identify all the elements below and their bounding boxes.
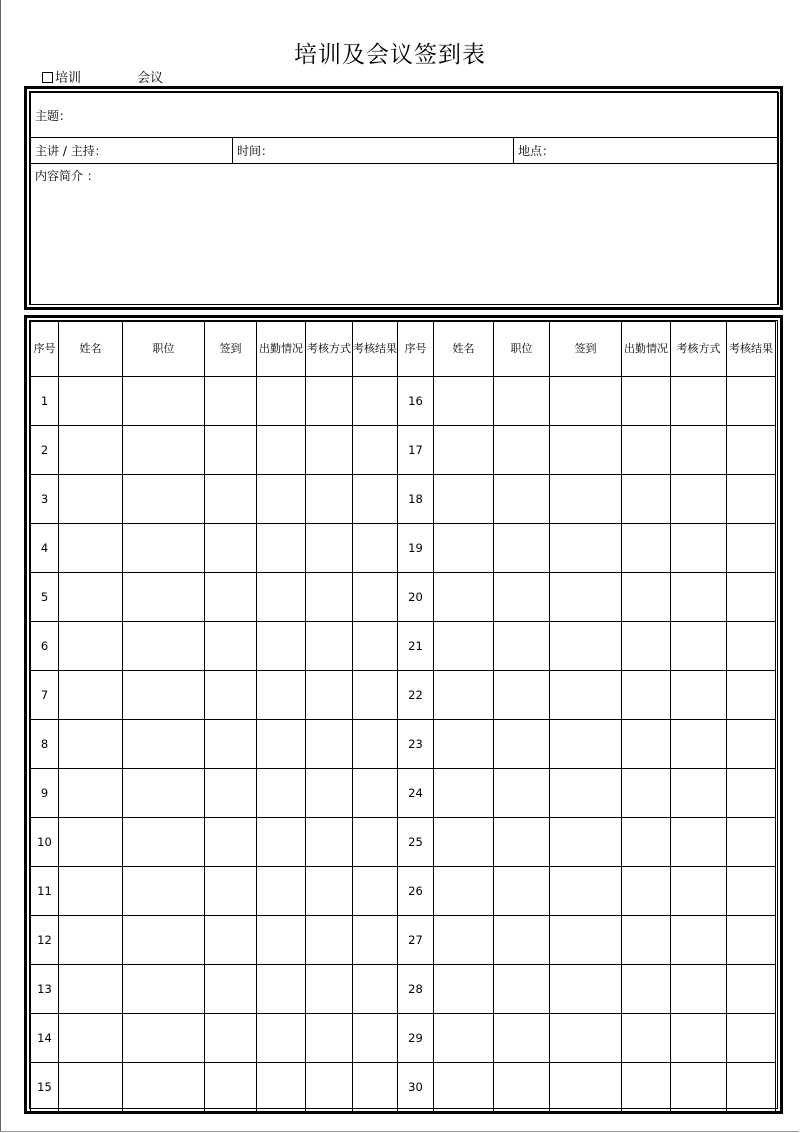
attendance-cell[interactable] <box>622 1063 671 1112</box>
sign-cell[interactable] <box>205 720 257 769</box>
assess-result-cell[interactable] <box>727 965 776 1014</box>
sign-cell[interactable] <box>550 475 622 524</box>
position-cell[interactable] <box>123 524 205 573</box>
sign-cell[interactable] <box>205 475 257 524</box>
sign-cell[interactable] <box>205 573 257 622</box>
description-field[interactable]: 内容简介 ： <box>31 164 779 305</box>
table-row <box>31 965 776 1014</box>
name-cell[interactable] <box>434 524 494 573</box>
sign-cell[interactable] <box>550 671 622 720</box>
sign-cell[interactable] <box>550 720 622 769</box>
sign-cell[interactable] <box>205 818 257 867</box>
row-number: 24 <box>398 769 434 818</box>
name-cell[interactable] <box>434 622 494 671</box>
row-number: 20 <box>398 573 434 622</box>
position-cell[interactable] <box>123 377 205 426</box>
info-frame <box>24 86 783 310</box>
attendance-cell[interactable] <box>622 1014 671 1063</box>
assess-result-cell[interactable] <box>727 1014 776 1063</box>
sign-cell[interactable] <box>550 524 622 573</box>
position-cell[interactable] <box>494 524 550 573</box>
name-cell[interactable] <box>434 1063 494 1112</box>
assess-result-cell[interactable] <box>353 1014 398 1063</box>
position-cell[interactable] <box>494 720 550 769</box>
row-number: 30 <box>398 1063 434 1112</box>
attendance-cell[interactable] <box>622 818 671 867</box>
assess-result-cell[interactable] <box>727 475 776 524</box>
assess-method-cell[interactable] <box>671 867 727 916</box>
row-number: 27 <box>398 916 434 965</box>
assess-method-cell[interactable] <box>306 573 353 622</box>
table-row <box>31 622 776 671</box>
meeting-option[interactable] <box>137 67 163 86</box>
position-cell[interactable] <box>494 426 550 475</box>
assess-result-cell[interactable] <box>353 965 398 1014</box>
name-cell[interactable] <box>59 867 123 916</box>
position-cell[interactable] <box>494 769 550 818</box>
position-cell[interactable] <box>123 1014 205 1063</box>
name-cell[interactable] <box>434 720 494 769</box>
assess-method-cell[interactable] <box>306 622 353 671</box>
assess-method-cell[interactable] <box>306 475 353 524</box>
name-cell[interactable] <box>434 965 494 1014</box>
name-cell[interactable] <box>59 622 123 671</box>
assess-result-cell[interactable] <box>353 475 398 524</box>
row-number: 9 <box>31 769 59 818</box>
row-number: 13 <box>31 965 59 1014</box>
header-attendance: 出勤情况 <box>257 322 306 377</box>
name-cell[interactable] <box>434 916 494 965</box>
assess-result-cell[interactable] <box>353 1063 398 1112</box>
name-cell[interactable] <box>59 475 123 524</box>
row-number: 23 <box>398 720 434 769</box>
position-cell[interactable] <box>123 769 205 818</box>
assess-result-cell[interactable] <box>727 426 776 475</box>
attendance-cell[interactable] <box>257 426 306 475</box>
attendance-cell[interactable] <box>622 916 671 965</box>
info-table <box>30 92 779 305</box>
attendance-cell[interactable] <box>257 867 306 916</box>
assess-method-cell[interactable] <box>671 818 727 867</box>
assess-method-cell[interactable] <box>671 720 727 769</box>
type-options <box>42 67 163 86</box>
row-number: 11 <box>31 867 59 916</box>
sign-cell[interactable] <box>205 867 257 916</box>
assess-result-cell[interactable] <box>353 426 398 475</box>
row-number: 26 <box>398 867 434 916</box>
header-name: 姓名 <box>434 322 494 377</box>
name-cell[interactable] <box>434 1014 494 1063</box>
header-seq: 序号 <box>398 322 434 377</box>
name-cell[interactable] <box>59 426 123 475</box>
row-number: 25 <box>398 818 434 867</box>
attendance-cell[interactable] <box>622 377 671 426</box>
attendance-cell[interactable] <box>622 769 671 818</box>
assess-result-cell[interactable] <box>727 573 776 622</box>
assess-result-cell[interactable] <box>353 720 398 769</box>
assess-result-cell[interactable] <box>727 720 776 769</box>
name-cell[interactable] <box>434 426 494 475</box>
attendance-cell[interactable] <box>257 720 306 769</box>
name-cell[interactable] <box>59 524 123 573</box>
location-field[interactable]: 地点： <box>514 138 779 164</box>
checkbox-icon[interactable] <box>42 72 53 83</box>
assess-method-cell[interactable] <box>306 916 353 965</box>
position-cell[interactable] <box>494 671 550 720</box>
name-cell[interactable] <box>59 573 123 622</box>
attendance-cell[interactable] <box>622 867 671 916</box>
assess-result-cell[interactable] <box>727 671 776 720</box>
meeting-label: 会议 <box>137 71 164 86</box>
header-assess-method: 考核方式 <box>306 322 353 377</box>
row-number: 16 <box>398 377 434 426</box>
header-sign: 签到 <box>550 322 622 377</box>
attendance-cell[interactable] <box>257 475 306 524</box>
position-cell[interactable] <box>494 573 550 622</box>
attendance-cell[interactable] <box>257 1063 306 1112</box>
assess-result-cell[interactable] <box>727 769 776 818</box>
assess-method-cell[interactable] <box>306 867 353 916</box>
assess-result-cell[interactable] <box>353 524 398 573</box>
position-cell[interactable] <box>123 671 205 720</box>
name-cell[interactable] <box>434 818 494 867</box>
training-label: 培训 <box>55 71 82 86</box>
position-cell[interactable] <box>494 1014 550 1063</box>
position-cell[interactable] <box>123 1063 205 1112</box>
sign-frame <box>24 315 783 1114</box>
name-cell[interactable] <box>59 818 123 867</box>
assess-result-cell[interactable] <box>353 769 398 818</box>
sign-cell[interactable] <box>205 377 257 426</box>
table-row <box>31 1063 776 1112</box>
sign-cell[interactable] <box>550 965 622 1014</box>
attendance-cell[interactable] <box>257 1014 306 1063</box>
row-number: 5 <box>31 573 59 622</box>
assess-method-cell[interactable] <box>671 916 727 965</box>
assess-method-cell[interactable] <box>671 769 727 818</box>
name-cell[interactable] <box>434 769 494 818</box>
speaker-field[interactable]: 主讲 / 主持： <box>31 138 233 164</box>
header-sign: 签到 <box>205 322 257 377</box>
row-number: 18 <box>398 475 434 524</box>
sign-cell[interactable] <box>550 916 622 965</box>
header-seq: 序号 <box>31 322 59 377</box>
position-cell[interactable] <box>494 916 550 965</box>
attendance-cell[interactable] <box>257 769 306 818</box>
assess-result-cell[interactable] <box>353 377 398 426</box>
sign-in-rows <box>31 377 776 1112</box>
attendance-cell[interactable] <box>257 965 306 1014</box>
assess-method-cell[interactable] <box>671 426 727 475</box>
position-cell[interactable] <box>123 720 205 769</box>
attendance-cell[interactable] <box>622 426 671 475</box>
header-assess-method: 考核方式 <box>671 322 727 377</box>
position-cell[interactable] <box>494 475 550 524</box>
assess-result-cell[interactable] <box>727 867 776 916</box>
sign-cell[interactable] <box>550 622 622 671</box>
header-row <box>31 322 776 377</box>
assess-method-cell[interactable] <box>306 720 353 769</box>
sign-cell[interactable] <box>550 818 622 867</box>
header-position: 职位 <box>494 322 550 377</box>
row-number: 14 <box>31 1014 59 1063</box>
attendance-cell[interactable] <box>622 720 671 769</box>
attendance-cell[interactable] <box>622 475 671 524</box>
assess-method-cell[interactable] <box>306 769 353 818</box>
name-cell[interactable] <box>434 475 494 524</box>
sign-cell[interactable] <box>205 1014 257 1063</box>
sign-cell[interactable] <box>550 573 622 622</box>
assess-result-cell[interactable] <box>353 867 398 916</box>
name-cell[interactable] <box>59 965 123 1014</box>
sign-cell[interactable] <box>205 671 257 720</box>
assess-method-cell[interactable] <box>306 818 353 867</box>
name-cell[interactable] <box>59 720 123 769</box>
name-cell[interactable] <box>59 377 123 426</box>
table-row <box>31 769 776 818</box>
assess-result-cell[interactable] <box>353 671 398 720</box>
attendance-cell[interactable] <box>622 965 671 1014</box>
name-cell[interactable] <box>59 1014 123 1063</box>
name-cell[interactable] <box>434 867 494 916</box>
position-cell[interactable] <box>123 622 205 671</box>
table-row <box>31 377 776 426</box>
attendance-cell[interactable] <box>257 818 306 867</box>
sign-cell[interactable] <box>550 1014 622 1063</box>
assess-method-cell[interactable] <box>671 475 727 524</box>
name-cell[interactable] <box>434 573 494 622</box>
row-number: 3 <box>31 475 59 524</box>
table-row <box>31 671 776 720</box>
row-number: 6 <box>31 622 59 671</box>
position-cell[interactable] <box>494 1063 550 1112</box>
assess-result-cell[interactable] <box>353 622 398 671</box>
sign-cell[interactable] <box>205 965 257 1014</box>
assess-method-cell[interactable] <box>306 1063 353 1112</box>
attendance-cell[interactable] <box>257 377 306 426</box>
sign-cell[interactable] <box>205 1063 257 1112</box>
assess-result-cell[interactable] <box>727 1063 776 1112</box>
sign-cell[interactable] <box>550 377 622 426</box>
header-assess-result: 考核结果 <box>727 322 776 377</box>
row-number: 10 <box>31 818 59 867</box>
name-cell[interactable] <box>59 769 123 818</box>
sign-cell[interactable] <box>550 426 622 475</box>
name-cell[interactable] <box>59 916 123 965</box>
assess-result-cell[interactable] <box>353 818 398 867</box>
table-row <box>31 1014 776 1063</box>
assess-result-cell[interactable] <box>353 916 398 965</box>
name-cell[interactable] <box>434 377 494 426</box>
attendance-cell[interactable] <box>622 524 671 573</box>
position-cell[interactable] <box>494 818 550 867</box>
attendance-cell[interactable] <box>622 622 671 671</box>
assess-method-cell[interactable] <box>306 671 353 720</box>
header-assess-result: 考核结果 <box>353 322 398 377</box>
position-cell[interactable] <box>494 867 550 916</box>
assess-result-cell[interactable] <box>727 622 776 671</box>
position-cell[interactable] <box>123 965 205 1014</box>
assess-method-cell[interactable] <box>671 671 727 720</box>
row-number: 19 <box>398 524 434 573</box>
header-position: 职位 <box>123 322 205 377</box>
header-name: 姓名 <box>59 322 123 377</box>
table-row <box>31 867 776 916</box>
attendance-cell[interactable] <box>257 622 306 671</box>
attendance-cell[interactable] <box>257 671 306 720</box>
position-cell[interactable] <box>123 426 205 475</box>
row-number: 7 <box>31 671 59 720</box>
row-number: 1 <box>31 377 59 426</box>
table-row <box>31 916 776 965</box>
row-number: 22 <box>398 671 434 720</box>
attendance-cell[interactable] <box>257 573 306 622</box>
assess-method-cell[interactable] <box>306 426 353 475</box>
sign-cell[interactable] <box>205 524 257 573</box>
assess-method-cell[interactable] <box>306 524 353 573</box>
assess-method-cell[interactable] <box>671 622 727 671</box>
sign-in-table <box>30 321 776 1112</box>
assess-method-cell[interactable] <box>671 1063 727 1112</box>
row-number: 8 <box>31 720 59 769</box>
table-row <box>31 720 776 769</box>
time-field[interactable]: 时间： <box>233 138 514 164</box>
sign-cell[interactable] <box>550 867 622 916</box>
table-row <box>31 524 776 573</box>
row-number: 28 <box>398 965 434 1014</box>
assess-method-cell[interactable] <box>306 377 353 426</box>
table-row <box>31 818 776 867</box>
attendance-cell[interactable] <box>257 524 306 573</box>
name-cell[interactable] <box>434 671 494 720</box>
page-title: 培训及会议签到表 <box>294 42 486 68</box>
table-row <box>31 475 776 524</box>
attendance-cell[interactable] <box>622 671 671 720</box>
position-cell[interactable] <box>494 965 550 1014</box>
assess-method-cell[interactable] <box>306 1014 353 1063</box>
assess-method-cell[interactable] <box>306 965 353 1014</box>
position-cell[interactable] <box>123 916 205 965</box>
attendance-cell[interactable] <box>622 573 671 622</box>
assess-result-cell[interactable] <box>727 524 776 573</box>
position-cell[interactable] <box>123 867 205 916</box>
sign-cell[interactable] <box>205 769 257 818</box>
sign-cell[interactable] <box>205 916 257 965</box>
assess-result-cell[interactable] <box>727 377 776 426</box>
row-number: 15 <box>31 1063 59 1112</box>
position-cell[interactable] <box>494 377 550 426</box>
row-number: 21 <box>398 622 434 671</box>
sign-cell[interactable] <box>205 622 257 671</box>
assess-method-cell[interactable] <box>671 573 727 622</box>
assess-method-cell[interactable] <box>671 377 727 426</box>
position-cell[interactable] <box>494 622 550 671</box>
assess-result-cell[interactable] <box>727 818 776 867</box>
table-row <box>31 573 776 622</box>
attendance-cell[interactable] <box>257 916 306 965</box>
sign-cell[interactable] <box>205 426 257 475</box>
table-row <box>31 426 776 475</box>
name-cell[interactable] <box>59 1063 123 1112</box>
position-cell[interactable] <box>123 475 205 524</box>
sign-cell[interactable] <box>550 769 622 818</box>
assess-method-cell[interactable] <box>671 1014 727 1063</box>
row-number: 4 <box>31 524 59 573</box>
assess-result-cell[interactable] <box>727 916 776 965</box>
assess-method-cell[interactable] <box>671 524 727 573</box>
name-cell[interactable] <box>59 671 123 720</box>
position-cell[interactable] <box>123 573 205 622</box>
row-number: 29 <box>398 1014 434 1063</box>
assess-method-cell[interactable] <box>671 965 727 1014</box>
subject-field[interactable]: 主题： <box>31 93 779 138</box>
header-attendance: 出勤情况 <box>622 322 671 377</box>
row-number: 17 <box>398 426 434 475</box>
position-cell[interactable] <box>123 818 205 867</box>
assess-result-cell[interactable] <box>353 573 398 622</box>
training-option[interactable] <box>42 67 81 86</box>
sign-cell[interactable] <box>550 1063 622 1112</box>
row-number: 2 <box>31 426 59 475</box>
row-number: 12 <box>31 916 59 965</box>
